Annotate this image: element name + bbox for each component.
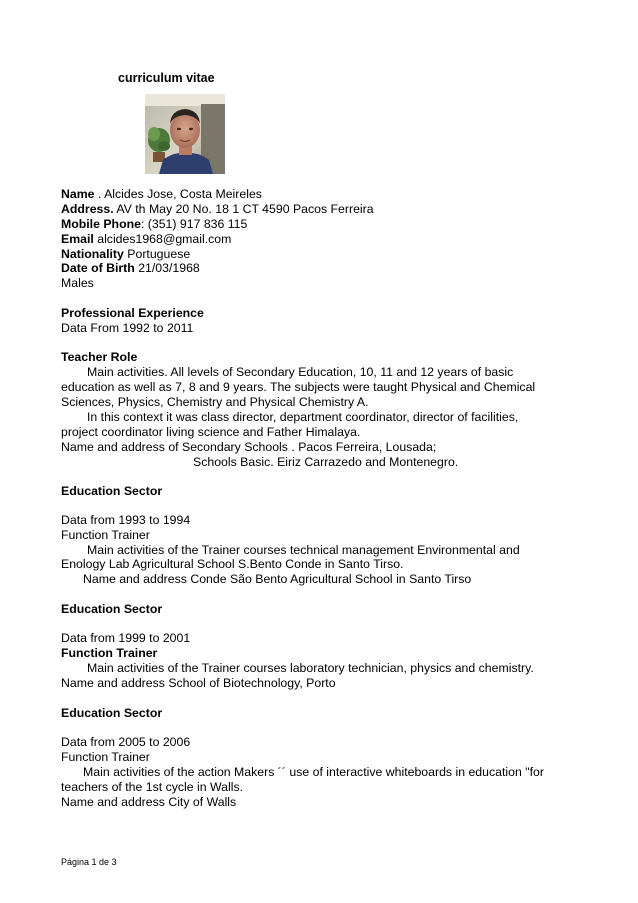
nationality-row xyxy=(61,247,190,262)
section-dates: Data from 1993 to 1994 xyxy=(61,513,191,527)
page-number: Página 1 de 3 xyxy=(61,857,117,867)
section-dates: Data from 1999 to 2001 xyxy=(61,631,191,645)
section-line: Main activities of the action Makers ´´ use of interactive whiteboards in education "for xyxy=(83,765,544,779)
nationality-label: Nationality xyxy=(61,247,124,261)
nationality-value: Portuguese xyxy=(123,247,191,261)
teacher-line: Schools Basic. Eiriz Carrazedo and Montenegro. xyxy=(193,455,459,469)
section-function: Function Trainer xyxy=(61,646,158,660)
experience-dates: Data From 1992 to 2011 xyxy=(61,321,194,335)
section-line: Name and address School of Biotechnology, Porto xyxy=(61,676,336,690)
document-title: curriculum vitae xyxy=(118,71,215,85)
section-line: Name and address City of Walls xyxy=(61,795,237,809)
section-line: Main activities of the Trainer courses technical management Environmental and xyxy=(87,543,520,557)
email-row xyxy=(61,232,231,247)
address-value: AV th May 20 No. 18 1 CT 4590 Pacos Ferreira xyxy=(113,202,374,216)
section-heading: Education Sector xyxy=(61,602,163,616)
teacher-line: Name and address of Secondary Schools . Pacos Ferreira, Lousada; xyxy=(61,440,437,454)
section-dates: Data from 2005 to 2006 xyxy=(61,735,191,749)
teacher-heading: Teacher Role xyxy=(61,350,138,364)
profile-photo xyxy=(145,94,225,174)
section-heading: Education Sector xyxy=(61,484,163,498)
experience-heading: Professional Experience xyxy=(61,306,204,320)
mobile-value: : (351) 917 836 115 xyxy=(140,217,248,231)
name-value: . Alcides Jose, Costa Meireles xyxy=(94,187,262,201)
address-row xyxy=(61,202,374,217)
section-function: Function Trainer xyxy=(61,528,150,542)
section-line: Name and address Conde São Bento Agricultural School in Santo Tirso xyxy=(83,572,472,586)
name-row xyxy=(61,187,262,202)
teacher-line: project coordinator living science and Father Himalaya. xyxy=(61,425,361,439)
teacher-line: Main activities. All levels of Secondary Education, 10, 11 and 12 years of basic xyxy=(87,365,514,379)
section-line: teachers of the 1st cycle in Walls. xyxy=(61,780,244,794)
mobile-row xyxy=(61,217,247,232)
name-label: Name xyxy=(61,187,95,201)
dob-label: Date of Birth xyxy=(61,261,135,275)
section-function: Function Trainer xyxy=(61,750,150,764)
teacher-line: In this context it was class director, department coordinator, director of facilities, xyxy=(87,410,519,424)
teacher-line: Sciences, Physics, Chemistry and Physical Chemistry A. xyxy=(61,395,369,409)
email-value: alcides1968@gmail.com xyxy=(93,232,232,246)
mobile-label: Mobile Phone xyxy=(61,217,141,231)
gender-text: Males xyxy=(61,276,94,290)
dob-value: 21/03/1968 xyxy=(134,261,200,275)
portrait-image xyxy=(145,94,225,174)
teacher-line: education as well as 7, 8 and 9 years. The subjects were taught Physical and Chemical xyxy=(61,380,536,394)
address-label: Address. xyxy=(61,202,114,216)
section-line: Main activities of the Trainer courses laboratory technician, physics and chemistry. xyxy=(87,661,534,675)
email-label: Email xyxy=(61,232,94,246)
dob-row xyxy=(61,261,200,276)
section-heading: Education Sector xyxy=(61,706,163,720)
section-line: Enology Lab Agricultural School S.Bento Conde in Santo Tirso. xyxy=(61,557,404,571)
